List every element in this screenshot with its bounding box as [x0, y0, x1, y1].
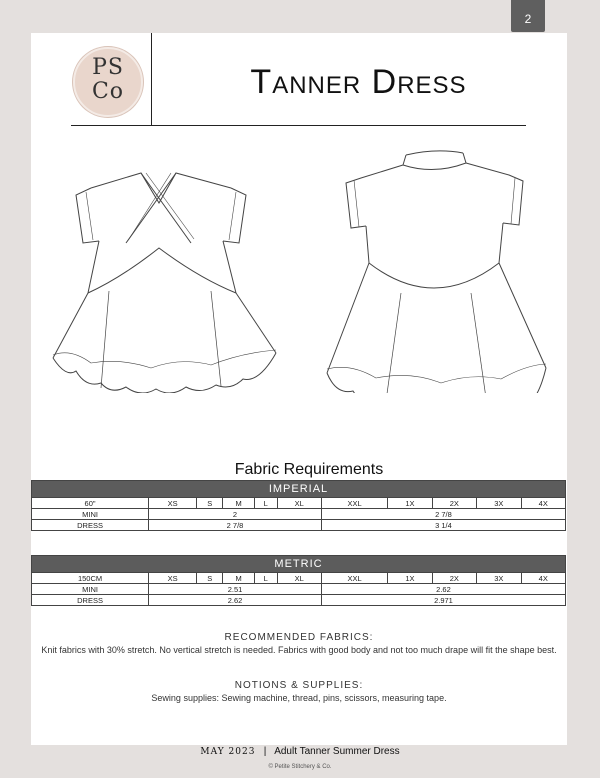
table-cell: 4X — [521, 573, 566, 584]
fabric-requirements-title: Fabric Requirements — [234, 461, 384, 478]
pattern-page — [31, 33, 567, 745]
row-label: MINI — [32, 584, 149, 595]
table-cell: 2 7/8 — [321, 509, 565, 520]
table-row — [32, 509, 566, 520]
table-cell: S — [197, 498, 223, 509]
table-cell: 2 — [149, 509, 322, 520]
dress-technical-drawings — [31, 143, 567, 393]
page-footer — [0, 746, 600, 757]
table-cell: XXL — [321, 573, 387, 584]
page-number-tab: 2 — [511, 0, 545, 32]
row-label: DRESS — [32, 520, 149, 531]
table-cell: 150CM — [32, 573, 149, 584]
footer-copyright: © Petite Stitchery & Co. — [268, 764, 332, 770]
imperial-size-header-row — [32, 498, 566, 509]
table-row — [32, 595, 566, 606]
imperial-section-header: IMPERIAL — [32, 481, 566, 498]
table-cell: XL — [277, 498, 321, 509]
notions-text: Sewing supplies: Sewing machine, thread, pins, scissors, measuring tape. — [151, 693, 447, 703]
metric-size-header-row — [32, 573, 566, 584]
metric-section-header: METRIC — [32, 556, 566, 573]
table-cell: 1X — [388, 498, 432, 509]
metric-table — [31, 555, 566, 606]
table-cell: 3X — [477, 498, 521, 509]
brand-logo — [73, 47, 143, 117]
row-label: MINI — [32, 509, 149, 520]
recommended-fabrics-heading: RECOMMENDED FABRICS: — [224, 632, 374, 643]
notions-heading: NOTIONS & SUPPLIES: — [234, 680, 364, 691]
table-row — [32, 520, 566, 531]
table-cell: L — [254, 498, 277, 509]
table-cell: 2 7/8 — [149, 520, 322, 531]
header-divider-horizontal — [71, 125, 526, 126]
table-cell: M — [223, 498, 255, 509]
recommended-fabrics-section — [31, 632, 567, 656]
logo-line-2: Co — [91, 79, 125, 104]
table-cell: 60" — [32, 498, 149, 509]
table-cell: XXL — [321, 498, 387, 509]
table-cell: XS — [149, 498, 197, 509]
table-cell: 2X — [432, 498, 476, 509]
logo-line-1: PS — [92, 55, 124, 80]
table-cell: 2.971 — [321, 595, 565, 606]
footer-separator: | — [263, 746, 267, 757]
table-cell: XL — [277, 573, 321, 584]
table-cell: S — [197, 573, 223, 584]
notions-section — [31, 680, 567, 704]
table-cell: 2X — [432, 573, 476, 584]
table-cell: 2.62 — [321, 584, 565, 595]
table-row — [32, 584, 566, 595]
table-cell: 4X — [521, 498, 566, 509]
footer-pattern-name: Adult Tanner Summer Dress — [274, 746, 400, 757]
table-cell: 2.62 — [149, 595, 322, 606]
table-cell: 2.51 — [149, 584, 322, 595]
dress-back-view-drawing — [53, 173, 276, 393]
table-cell: XS — [149, 573, 197, 584]
page-title: Tanner Dress — [250, 63, 467, 101]
table-cell: 1X — [388, 573, 432, 584]
table-cell: L — [254, 573, 277, 584]
imperial-table — [31, 480, 566, 531]
recommended-fabrics-text: Knit fabrics with 30% stretch. No vertical stretch is needed. Fabrics with good body and not too much drape will fit the shape best. — [41, 645, 557, 655]
table-cell: 3X — [477, 573, 521, 584]
dress-front-view-drawing — [327, 151, 546, 393]
footer-date: MAY 2023 — [200, 747, 256, 757]
row-label: DRESS — [32, 595, 149, 606]
table-cell: 3 1/4 — [321, 520, 565, 531]
table-cell: M — [223, 573, 255, 584]
